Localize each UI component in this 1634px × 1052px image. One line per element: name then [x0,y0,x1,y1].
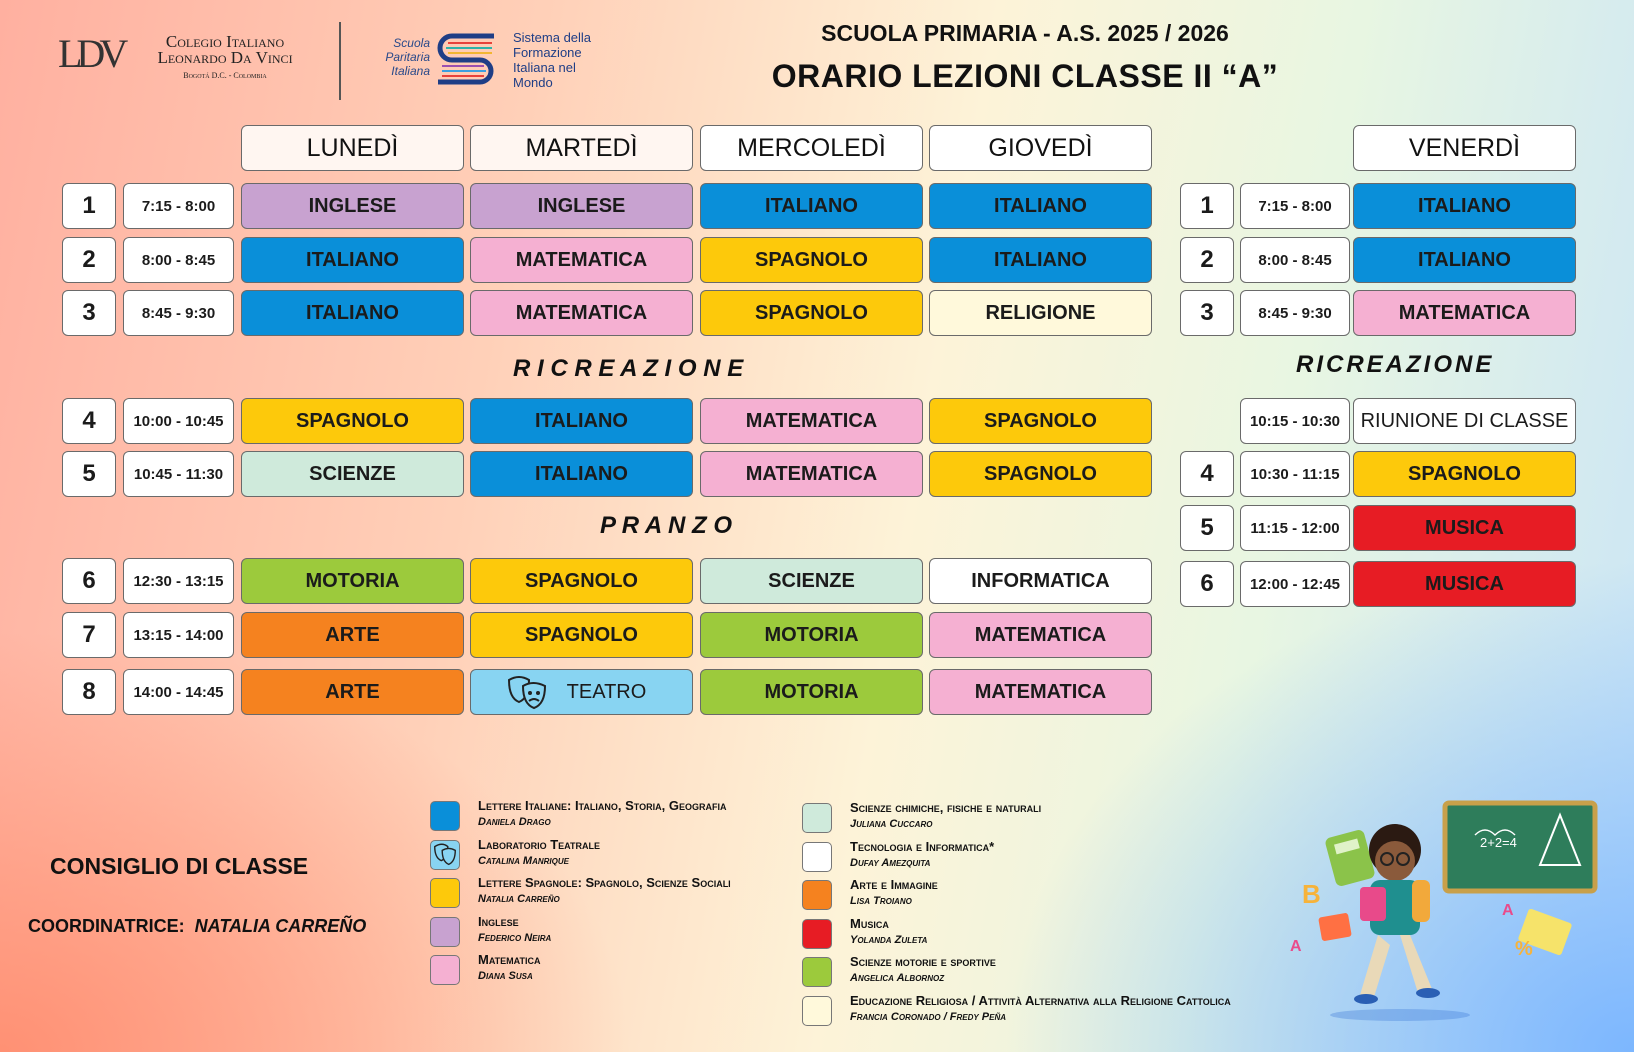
period-time: 14:00 - 14:45 [123,669,234,715]
legend-swatch [802,842,832,872]
theatre-masks-icon [431,841,459,869]
period-time: 10:15 - 10:30 [1240,398,1350,444]
legend-swatch [802,919,832,949]
student-illustration [1290,795,1610,1025]
paritaria-label: Scuola Paritaria Italiana [385,36,430,78]
subject-cell: INFORMATICA [929,558,1152,604]
subject-cell: SPAGNOLO [929,451,1152,497]
subject-cell: MOTORIA [241,558,464,604]
legend-teacher: Daniela Drago [478,816,551,828]
subject-cell: SPAGNOLO [470,558,693,604]
subject-cell: ITALIANO [470,451,693,497]
legend-teacher: Lisa Troiano [850,895,912,907]
period-number: 2 [1180,237,1234,283]
legend-teacher: Francia Coronado / Fredy Peña [850,1010,1007,1023]
subject-cell: ITALIANO [929,237,1152,283]
subject-cell: SPAGNOLO [1353,451,1576,497]
period-time: 8:00 - 8:45 [1240,237,1350,283]
subject-cell: ITALIANO [700,183,923,229]
legend-subject: Arte e Immagine [850,877,938,892]
legend-subject: Educazione Religiosa / Attività Alternativa alla Religione Cattolica [850,992,1231,1008]
svg-text:A: A [1502,902,1514,919]
subject-cell: RIUNIONE DI CLASSE [1353,398,1576,444]
legend-subject: Scienze chimiche, fisiche e naturali [850,800,1042,815]
coord-label: COORDINATRICE: [28,916,185,936]
school-name [140,34,310,84]
svg-text:A: A [1290,938,1302,955]
period-time: 7:15 - 8:00 [1240,183,1350,229]
subject-cell: MATEMATICA [700,398,923,444]
subject-cell: MATEMATICA [470,237,693,283]
subject-cell: MATEMATICA [929,669,1152,715]
subject-cell: SPAGNOLO [700,237,923,283]
legend-teacher: Federico Neira [478,931,552,944]
period-number: 6 [1180,561,1234,607]
header-divider [339,22,341,100]
subject-cell: ITALIANO [1353,183,1576,229]
period-number: 4 [1180,451,1234,497]
theatre-masks-icon [505,674,549,712]
legend-subject: Scienze motorie e sportive [850,954,996,969]
day-header: GIOVEDÌ [929,125,1152,171]
period-number: 7 [62,612,116,658]
period-number: 5 [62,451,116,497]
period-time: 12:30 - 13:15 [123,558,234,604]
legend-swatch [430,840,460,870]
period-number: 3 [1180,290,1234,336]
subject-cell: MATEMATICA [1353,290,1576,336]
sfi-line: Formazione [513,45,582,60]
subject-cell: MATEMATICA [470,290,693,336]
period-time: 10:45 - 11:30 [123,451,234,497]
day-header: LUNEDÌ [241,125,464,171]
ricreazione-friday-label: RICREAZIONE [1296,351,1495,378]
consiglio-title: CONSIGLIO DI CLASSE [50,853,309,879]
period-time: 7:15 - 8:00 [123,183,234,229]
period-number: 6 [62,558,116,604]
school-name-line2: Leonardo Da Vinci [157,48,293,67]
legend-swatch [802,803,832,833]
school-year-title: SCUOLA PRIMARIA - A.S. 2025 / 2026 [821,20,1229,46]
subject-cell: MATEMATICA [700,451,923,497]
school-name-line1: Colegio Italiano [165,32,285,51]
period-time: 8:45 - 9:30 [1240,290,1350,336]
legend-swatch [430,878,460,908]
page-title: ORARIO LEZIONI CLASSE II “A” [771,58,1279,94]
subject-cell: ITALIANO [470,398,693,444]
legend-subject: Laboratorio Teatrale [478,836,600,852]
subject-cell: ITALIANO [929,183,1152,229]
subject-cell: ARTE [241,669,464,715]
legend-swatch [802,957,832,987]
legend-subject: Musica [850,915,889,931]
subject-cell: SPAGNOLO [929,398,1152,444]
period-number: 1 [62,183,116,229]
subject-cell: MATEMATICA [929,612,1152,658]
legend-subject: Inglese [478,913,519,929]
subject-cell: SCIENZE [241,451,464,497]
coordinatrice [28,916,366,937]
svg-text:%: % [1515,938,1533,960]
subject-cell: MOTORIA [700,669,923,715]
subject-cell: ITALIANO [241,290,464,336]
subject-cell: SPAGNOLO [700,290,923,336]
svg-text:B: B [1302,879,1321,909]
subject-cell: TEATRO [470,669,693,715]
legend-swatch [430,801,460,831]
period-number: 5 [1180,505,1234,551]
subject-cell: SCIENZE [700,558,923,604]
period-number: 4 [62,398,116,444]
sfi-text [513,30,623,90]
day-header: MERCOLEDÌ [700,125,923,171]
legend-teacher: Catalina Manrique [478,854,569,867]
period-number: 2 [62,237,116,283]
legend-swatch [430,955,460,985]
subject-cell: SPAGNOLO [470,612,693,658]
legend-teacher: Natalia Carreño [478,893,560,905]
school-logo: LDV [58,31,123,76]
day-header: MARTEDÌ [470,125,693,171]
subject-cell: MUSICA [1353,561,1576,607]
sfi-line: Sistema della [513,30,592,45]
legend-subject: Tecnologia e Informatica* [850,838,995,854]
legend-subject: Lettere Italiane: Italiano, Storia, Geografia [478,798,727,813]
legend-swatch [430,917,460,947]
legend-swatch [802,996,832,1026]
subject-cell: ITALIANO [1353,237,1576,283]
subject-cell: ARTE [241,612,464,658]
day-header-friday: VENERDÌ [1353,125,1576,171]
period-number: 3 [62,290,116,336]
legend-swatch [802,880,832,910]
legend-subject: Matematica [478,952,541,967]
legend-teacher: Angelica Albornoz [850,972,945,984]
subject-cell: RELIGIONE [929,290,1152,336]
period-time: 8:00 - 8:45 [123,237,234,283]
period-number: 1 [1180,183,1234,229]
period-number: 8 [62,669,116,715]
period-time: 13:15 - 14:00 [123,612,234,658]
sfi-line: Italiana nel [513,60,576,75]
pranzo-label: P R A N Z O [600,512,732,539]
subject-cell: MUSICA [1353,505,1576,551]
legend-teacher: Yolanda Zuleta [850,933,928,946]
period-time: 10:00 - 10:45 [123,398,234,444]
svg-text:2+2=4: 2+2=4 [1480,835,1517,850]
period-time: 11:15 - 12:00 [1240,505,1350,551]
legend-teacher: Diana Susa [478,970,533,982]
subject-cell: INGLESE [470,183,693,229]
school-city: Bogotá D.C. - Colombia [183,71,267,80]
ricreazione-label: R I C R E A Z I O N E [513,355,744,382]
subject-cell: ITALIANO [241,237,464,283]
sfi-line: Mondo [513,75,553,90]
sfi-logo [434,30,498,86]
legend-teacher: Juliana Cuccaro [850,818,933,830]
subject-cell: MOTORIA [700,612,923,658]
legend-teacher: Dufay Amezquita [850,856,931,869]
period-time: 10:30 - 11:15 [1240,451,1350,497]
period-time: 12:00 - 12:45 [1240,561,1350,607]
legend-subject: Lettere Spagnole: Spagnolo, Scienze Sociali [478,875,731,890]
subject-cell: SPAGNOLO [241,398,464,444]
subject-cell: INGLESE [241,183,464,229]
period-time: 8:45 - 9:30 [123,290,234,336]
coord-name: NATALIA CARREÑO [194,916,367,936]
